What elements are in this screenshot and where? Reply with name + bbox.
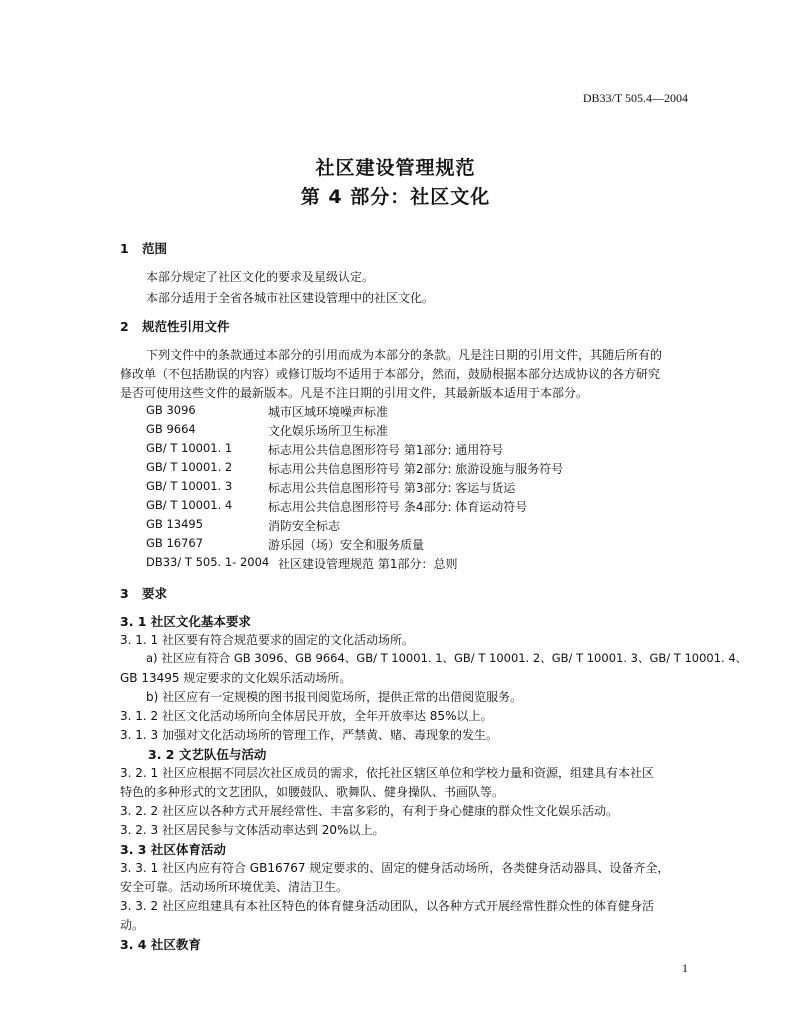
reference-code: GB 9664 [146,422,196,436]
reference-code: GB 3096 [146,403,196,417]
section-label: 范围 [142,241,168,256]
document-title: 社区建设管理规范 [315,157,476,179]
section-number: 2 [120,319,129,334]
list-item: a) 社区应有符合 GB 3096、GB 9664、GB/ T 10001. 1、GB/ T 10001. 2、GB/ T 10001. 3、GB/ T 10001. 4、 [146,651,748,665]
reference-name: 社区建设管理规范 第1部分：总则 [278,557,458,571]
clause: 3. 2. 2 社区应以各种方式开展经常性、丰富多彩的，有利于身心健康的群众性文化娱乐活动。 [120,804,618,818]
reference-name: 标志用公共信息图形符号 第1部分: 通用符号 [268,443,504,457]
section-number: 1 [120,241,129,256]
paragraph: 本部分规定了社区文化的要求及星级认定。 [146,270,375,284]
paragraph: 修改单（不包括勘误的内容）或修订版均不适用于本部分，然而，鼓励根据本部分达成协议的各方研究 [120,367,661,381]
reference-code: GB 16767 [146,536,204,550]
clause: 3. 2. 1 社区应根据不同层次社区成员的需求，依托社区辖区单位和学校力量和资源，组建具有本社区 [120,766,654,780]
reference-name: 标志用公共信息图形符号 第3部分: 客运与货运 [268,481,516,495]
reference-name: 标志用公共信息图形符号 第2部分: 旅游设施与服务符号 [268,462,564,476]
clause: 3. 1. 3 加强对文化活动场所的管理工作，严禁黄、赌、毒现象的发生。 [120,728,498,742]
reference-code: GB/ T 10001. 4 [146,498,233,512]
paragraph: 是否可使用这些文件的最新版本。凡是不注日期的引用文件，其最新版本适用于本部分。 [120,386,589,400]
subsection-heading: 3. 3 社区体育活动 [120,842,226,857]
reference-code: GB/ T 10001. 3 [146,479,233,493]
section-3-heading [120,584,167,602]
reference-code: GB/ T 10001. 1 [146,441,233,455]
reference-code: DB33/ T 505. 1- 2004 [146,555,270,569]
subsection-heading: 3. 2 文艺队伍与活动 [148,747,267,762]
clause: 3. 3. 1 社区内应有符合 GB16767 规定要求的、固定的健身活动场所，各类健身活动器具、设备齐全， [120,861,670,875]
list-item-continued: GB 13495 规定要求的文化娱乐活动场所。 [120,671,352,685]
reference-code: GB/ T 10001. 2 [146,460,233,474]
list-item: b) 社区应有一定规模的图书报刊阅览场所，提供正常的出借阅览服务。 [146,690,523,704]
paragraph: 本部分适用于全省各城市社区建设管理中的社区文化。 [146,291,435,305]
clause-continued: 特色的多种形式的文艺团队，如腰鼓队、歌舞队、健身操队、书画队等。 [120,785,505,799]
clause: 3. 1. 2 社区文化活动场所向全体居民开放，全年开放率达 85%以上。 [120,709,493,723]
subsection-heading: 3. 1 社区文化基本要求 [120,614,251,629]
reference-name: 文化娱乐场所卫生标准 [268,424,389,438]
clause: 3. 1. 1 社区要有符合规范要求的固定的文化活动场所。 [120,633,414,647]
reference-code: GB 13495 [146,517,204,531]
section-label: 规范性引用文件 [142,319,230,334]
paragraph: 下列文件中的条款通过本部分的引用而成为本部分的条款。凡是注日期的引用文件，其随后所有的 [146,348,663,362]
clause: 3. 2. 3 社区居民参与文体活动率达到 20%以上。 [120,823,385,837]
clause-continued: 动。 [120,918,145,932]
section-1-heading [120,239,167,257]
subsection-heading: 3. 4 社区教育 [120,937,201,952]
document-subtitle: 第 4 部分：社区文化 [300,186,491,208]
page-number: 1 [682,961,688,975]
reference-name: 消防安全标志 [268,519,341,533]
standard-code: DB33/T 505.4—2004 [582,91,688,105]
reference-name: 城市区域环境噪声标准 [268,405,389,419]
section-number: 3 [120,586,129,601]
reference-name: 标志用公共信息图形符号 条4部分: 体育运动符号 [268,500,528,514]
reference-name: 游乐园（场）安全和服务质量 [268,538,425,552]
clause: 3. 3. 2 社区应组建具有本社区特色的体育健身活动团队，以各种方式开展经常性群众性的体育健身活 [120,899,654,913]
clause-continued: 安全可靠。活动场所环境优美、清洁卫生。 [120,880,349,894]
section-2-heading [120,317,230,335]
section-label: 要求 [142,586,168,601]
